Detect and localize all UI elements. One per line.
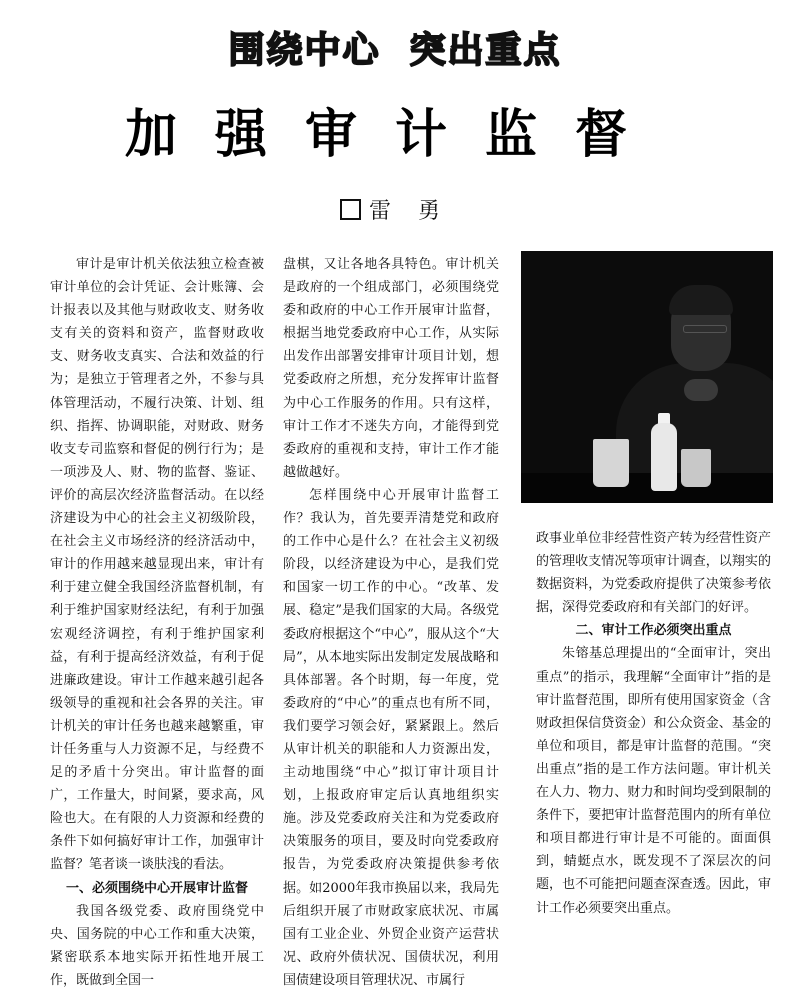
photo-glasses-shape [683, 325, 727, 333]
column-3 [536, 527, 771, 920]
paragraph: 政事业单位非经营性资产转为经营性资产的管理收支情况等项审计调查，以翔实的数据资料，为党委政府提供了决策参考依据，深得党委政府和有关部门的好评。 [536, 531, 771, 616]
section-heading-1: 一、必须围绕中心开展审计监督 [65, 880, 248, 896]
kicker-title: 围绕中心 突出重点 [228, 30, 562, 71]
author-name: 雷 勇 [369, 199, 450, 224]
photo-cup-shape [681, 449, 711, 487]
photo-table-shape [521, 473, 773, 503]
photo-hair-shape [669, 285, 733, 315]
column-2 [283, 253, 499, 992]
byline [340, 194, 460, 225]
paragraph: 怎样围绕中心开展审计监督工作？我认为，首先要弄清楚党和政府的工作中心是什么？在社会主义初级阶段，以经济建设为中心，是我们党和国家一切工作的中心。“改革、发展、稳定”是我们国家的大局。各级党委政府根据这个“中心”，服从这个“大局”，从本地实际出发制定发展战略和具体部署。各个时期，每一年度，党委政府的“中心”的重点也有所不同，我们要学习领会好，紧紧跟上。然后从审计机关的职能和人力资源出发，主动地围绕“中心”拟订审计项目计划，上报政府审定后认真地组织实施。涉及党委政府关注和为党委政府决策服务的项目，要及时向党委政府报告，为党委政府决策提供参考依据。如2000年我市换届以来，我局先后组织开展了市财政家底状况、市属国有工业企业、外贸企业资产运营状况、政府外债状况、国债状况，利用国债建设项目管理状况、市属行 [283, 487, 499, 988]
section-heading-2: 二、审计工作必须突出重点 [575, 623, 732, 639]
paragraph: 盘棋，又让各地各具特色。审计机关是政府的一个组成部门，必须围绕党委和政府的中心工作开展审计监督，根据当地党委政府中心工作，从实际出发作出部署安排审计项目计划，想党委政府之所想，充分发挥审计监督为中心工作服务的作用。只有这样，审计工作才不迷失方向，才能得到党委政府的重视和支持，审计工作才能越做越好。 [283, 257, 499, 480]
paragraph: 我国各级党委、政府围绕党中央、国务院的中心工作和重大决策，紧密联系本地实际开拓性地开展工作，既做到全国一 [50, 903, 264, 988]
paragraph: 朱镕基总理提出的“全面审计，突出重点”的指示，我理解“全面审计”指的是审计监督范围，即所有使用国家资金（含财政担保信贷资金）和公众资金、基金的单位和项目，都是审计监督的范围。“突出重点”指的是工作方法问题。审计机关在人力、物力、财力和时间均受到限制的条件下，要把审计监督范围内的所有单位和项目都进行审计是不可能的。面面俱到，蜻蜓点水，既发现不了深层次的问题，也不可能把问题查深查透。因此，审计工作必须要突出重点。 [536, 646, 771, 916]
column-1 [50, 253, 264, 992]
photo-bottle-shape [651, 423, 677, 491]
photo-cup-shape [593, 439, 629, 487]
byline-box-icon [340, 199, 361, 220]
paragraph: 审计是审计机关依法独立检查被审计单位的会计凭证、会计账簿、会计报表以及其他与财政收支、财务收支有关的资料和资产，监督财政收支、财务收支真实、合法和效益的行为；是独立于管理者之外，不参与具体管理活动，不履行决策、计划、组织、指挥、协调职能，对财政、财务收支专司监察和督促的例行行为；是一项涉及人、财、物的监督、鉴证、评价的高层次经济监督活动。在以经济建设为中心的社会主义初级阶段，在社会主义市场经济的经济活动中，审计的作用越来越显现出来，审计有利于建立健全我国经济监督机制，有利于维护国家财经法纪，有利于加强宏观经济调控，有利于维护国家利益，有利于提高经济效益，有利于促进廉政建设。审计工作越来越引起各级领导的重视和社会各界的关注。审计机关的审计任务也越来越繁重，审计任务重与人力资源不足，与经费不足的矛盾十分突出。审计监督的面广，工作量大，时间紧，要求高，风险也大。在有限的人力资源和经费的条件下如何搞好审计工作，加强审计监督？笔者谈一谈肤浅的看法。 [50, 257, 264, 873]
headline: 加强审计监督 [124, 105, 665, 165]
photo-hand-shape [684, 379, 718, 401]
speaker-portrait-photo [521, 251, 773, 503]
